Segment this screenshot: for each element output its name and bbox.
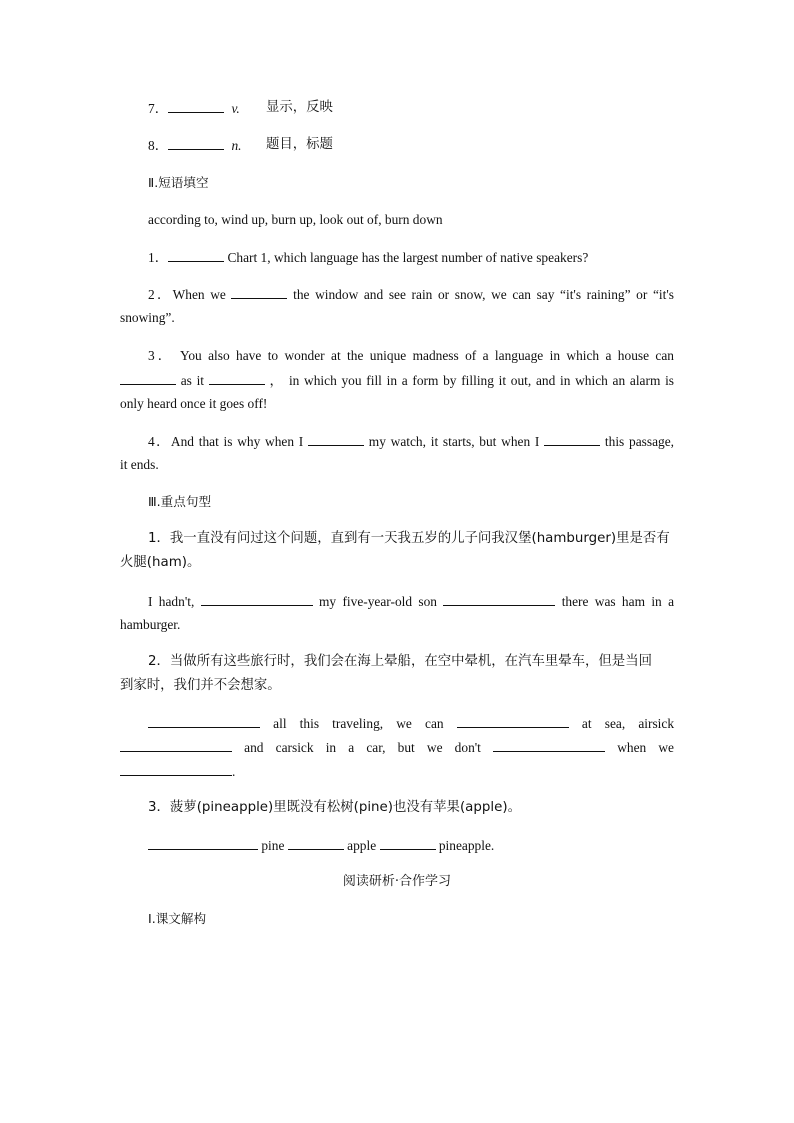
item-number: 2． [148, 287, 173, 302]
item-number: 3． [148, 800, 170, 815]
sentence-2-english-line-3 [120, 761, 235, 782]
question-text: When we [172, 287, 226, 302]
sentence-1-chinese-line-1 [148, 529, 670, 549]
sentence-2-english-line-2 [120, 737, 674, 758]
question-3-line-1 [148, 346, 674, 366]
item-number: 8． [148, 138, 169, 153]
item-number: 4． [148, 434, 171, 449]
answer-blank[interactable] [443, 591, 555, 606]
question-4-line-2: it ends. [120, 457, 159, 472]
question-4-line-1 [148, 431, 674, 452]
answer-blank[interactable] [544, 431, 600, 446]
answer-blank[interactable] [493, 737, 605, 752]
answer-blank[interactable] [148, 713, 260, 728]
sentence-2-english-line-1 [148, 713, 674, 734]
question-text: ， [269, 373, 285, 388]
english-text: pineapple. [438, 838, 495, 853]
english-text: when we [617, 740, 674, 755]
answer-blank[interactable] [201, 591, 313, 606]
vocab-meaning: 题目，标题 [266, 137, 333, 152]
vocab-meaning: 显示，反映 [266, 100, 333, 115]
question-3-line-3: only heard once it goes off! [120, 396, 268, 411]
question-text: Chart 1, which language has the largest number of native speakers? [227, 250, 589, 265]
part-of-speech: n. [231, 138, 242, 153]
english-text: there was ham in a [561, 594, 675, 609]
chinese-text: 当做所有这些旅行时，我们会在海上晕船，在空中晕机，在汽车里晕车，但是当回 [169, 654, 652, 669]
item-number: 7． [148, 101, 169, 116]
english-text: apple [347, 838, 377, 853]
question-text: as it [180, 373, 205, 388]
question-text: in which you fill in a form by filling it out, and in which an alarm is [288, 373, 674, 388]
section-heading: Ⅰ.课文解构 [148, 911, 207, 926]
answer-blank[interactable] [308, 431, 364, 446]
answer-blank[interactable] [120, 370, 176, 385]
question-text: the window and see rain or snow, we can say “it's raining” or “it's [293, 287, 674, 302]
english-text: and carsick in a car, but we don't [244, 740, 481, 755]
english-text: I hadn't, [148, 594, 195, 609]
question-text: And that is why when I [170, 434, 304, 449]
english-text: at sea, airsick [581, 716, 675, 731]
english-text: my five-year-old son [319, 594, 437, 609]
answer-blank[interactable] [148, 835, 258, 850]
answer-blank[interactable] [231, 284, 287, 299]
question-text: my watch, it starts, but when I [368, 434, 540, 449]
answer-blank[interactable] [457, 713, 569, 728]
reading-section-title: 阅读研析·合作学习 [342, 874, 452, 889]
english-text: all this traveling, we can [273, 716, 444, 731]
sentence-3-chinese [148, 798, 521, 818]
english-text: . [232, 764, 236, 779]
sentence-1-chinese-line-2: 火腿(ham)。 [120, 555, 201, 570]
answer-blank[interactable] [168, 135, 224, 150]
english-text: pine [261, 838, 285, 853]
sentence-2-chinese-line-2: 到家时，我们并不会想家。 [120, 678, 281, 693]
answer-blank[interactable] [209, 370, 265, 385]
answer-blank[interactable] [168, 98, 224, 113]
section-heading: Ⅲ.重点句型 [148, 494, 212, 509]
item-number: 2． [148, 654, 170, 669]
answer-blank[interactable] [288, 835, 344, 850]
answer-blank[interactable] [120, 737, 232, 752]
question-2-line-1 [148, 284, 674, 305]
chinese-text: 我一直没有问过这个问题，直到有一天我五岁的儿子问我汉堡(hamburger)里是否有 [169, 531, 670, 546]
question-1 [148, 247, 588, 268]
answer-blank[interactable] [120, 761, 232, 776]
sentence-1-english-line-2: hamburger. [120, 617, 181, 632]
part-of-speech: v. [231, 101, 240, 116]
vocab-item-8 [148, 135, 333, 156]
sentence-3-english [148, 835, 494, 856]
item-number: 3． [148, 348, 175, 363]
vocab-item-7 [148, 98, 333, 119]
answer-blank[interactable] [380, 835, 436, 850]
item-number: 1． [148, 250, 169, 265]
phrase-bank: according to, wind up, burn up, look out of, burn down [148, 212, 443, 227]
question-2-line-2: snowing”. [120, 310, 175, 325]
question-text: this passage, [604, 434, 674, 449]
question-text: You also have to wonder at the unique madness of a language in which a house can [180, 348, 674, 363]
section-heading: Ⅱ.短语填空 [148, 175, 209, 190]
item-number: 1． [148, 531, 170, 546]
sentence-1-english-line-1 [148, 591, 674, 612]
answer-blank[interactable] [168, 247, 224, 262]
question-3-line-2 [120, 370, 674, 391]
chinese-text: 菠萝(pineapple)里既没有松树(pine)也没有苹果(apple)。 [169, 800, 521, 815]
sentence-2-chinese-line-1 [148, 652, 652, 672]
